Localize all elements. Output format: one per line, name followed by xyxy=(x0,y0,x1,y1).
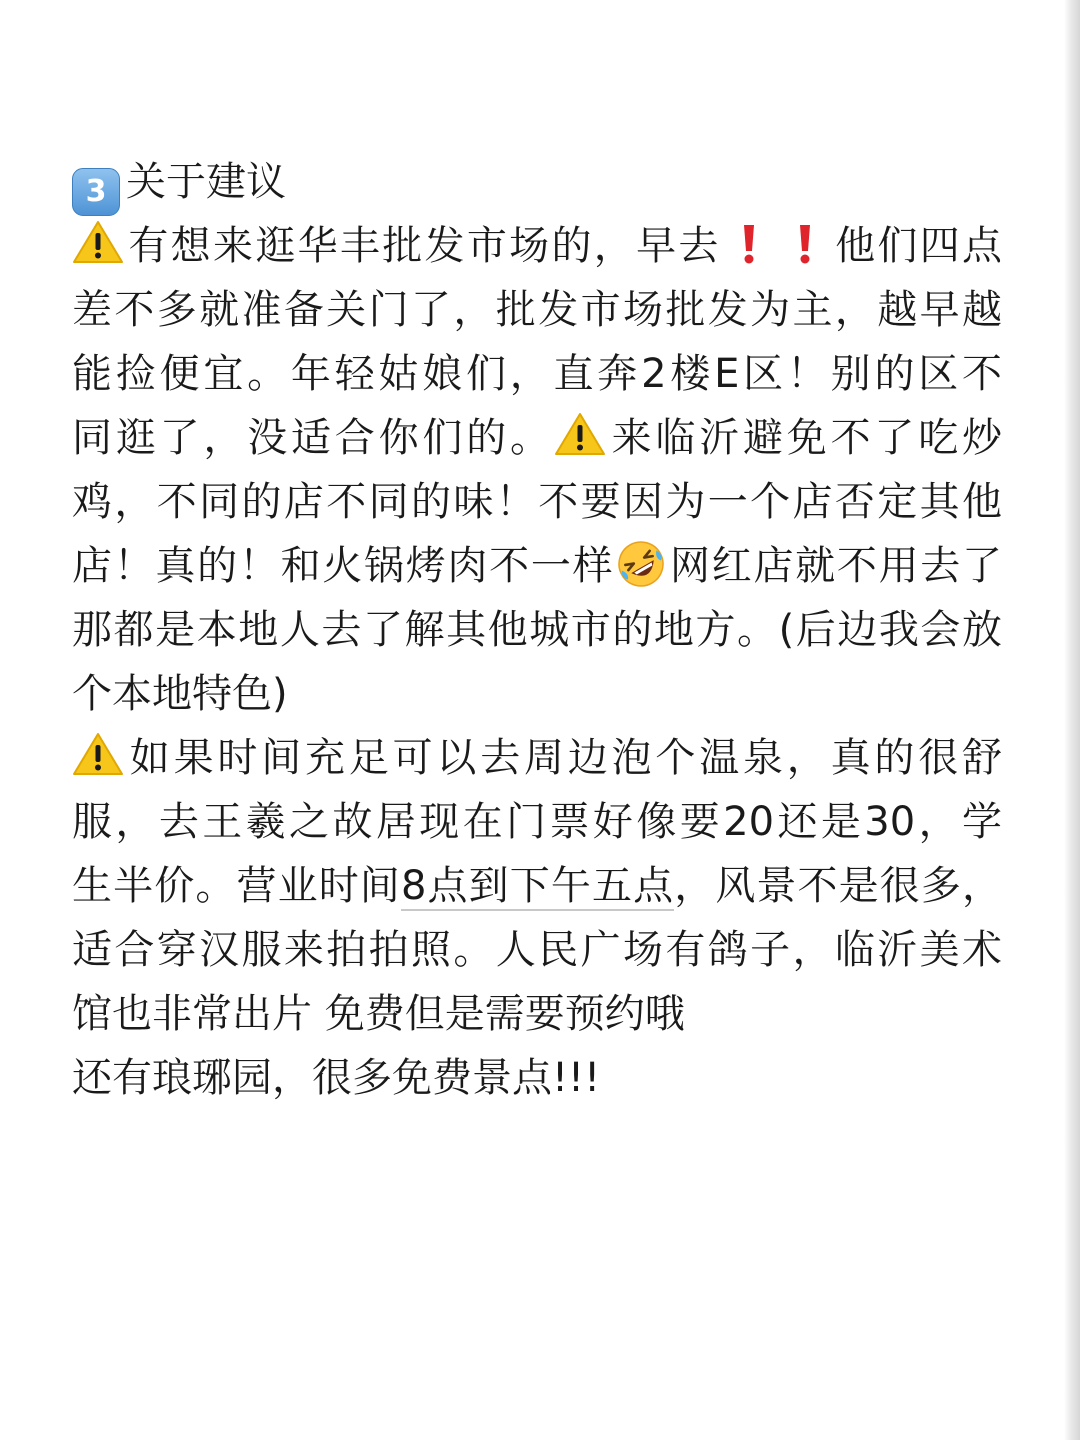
text-segment: 差不多就准备关门了，批发市场批发为主，越早越 xyxy=(72,287,1002,333)
text-line-13 xyxy=(72,982,1002,1046)
text-line-10 xyxy=(72,790,1002,854)
text-line-9 xyxy=(72,726,1002,790)
text-segment: 他们四点 xyxy=(832,223,1003,269)
red-exclamation-icon xyxy=(795,223,815,265)
text-segment: 能捡便宜。年轻姑娘们，直奔2楼E区！别的区不 xyxy=(72,351,1002,397)
text-segment: 适合穿汉服来拍拍照。人民广场有鸽子，临沂美术 xyxy=(72,927,1002,973)
rolling-on-floor-laughing-icon xyxy=(616,539,666,589)
keycap-3-icon: 3 xyxy=(72,168,120,216)
text-segment: 如果时间充足可以去周边泡个温泉，真的很舒 xyxy=(126,735,1002,781)
text-line-3 xyxy=(72,342,1002,406)
text-segment: 鸡，不同的店不同的味！不要因为一个店否定其他 xyxy=(72,479,1002,525)
text-line-8 xyxy=(72,662,1002,726)
text-line-12 xyxy=(72,918,1002,982)
text-line-5 xyxy=(72,470,1002,534)
text-segment: 生半价。营业时间 xyxy=(72,863,401,909)
text-segment: 有想来逛华丰批发市场的，早去 xyxy=(126,223,721,269)
text-line-4 xyxy=(72,406,1002,470)
text-line-2 xyxy=(72,278,1002,342)
text-segment: 那都是本地人去了解其他城市的地方。(后边我会放 xyxy=(72,607,1002,653)
note-body xyxy=(72,150,1002,1110)
text-line-11 xyxy=(72,854,1002,918)
text-segment: 个本地特色) xyxy=(72,671,288,717)
text-line-1 xyxy=(72,214,1002,278)
warning-icon xyxy=(72,731,124,777)
warning-icon xyxy=(72,219,124,265)
text-line-14 xyxy=(72,1046,1002,1110)
text-line-6 xyxy=(72,534,1002,598)
business-hours: 8点到下午五点 xyxy=(400,863,675,909)
text-segment: 馆也非常出片 免费但是需要预约哦 xyxy=(72,991,685,1037)
text-line-7 xyxy=(72,598,1002,662)
text-segment: 网红店就不用去了 xyxy=(668,543,1003,589)
text-segment: 店！真的！和火锅烤肉不一样 xyxy=(72,543,615,589)
section-title: 关于建议 xyxy=(126,159,286,205)
warning-icon xyxy=(554,411,606,457)
text-segment: 还有琅琊园，很多免费景点!!! xyxy=(72,1055,601,1101)
text-segment: 同逛了，没适合你们的。 xyxy=(72,415,554,461)
page-edge-shadow xyxy=(1064,0,1080,1440)
text-segment: ，风景不是很多， xyxy=(674,863,1003,909)
red-exclamation-icon xyxy=(739,223,759,265)
section-heading xyxy=(72,150,1002,214)
text-segment: 来临沂避免不了吃炒 xyxy=(607,415,1003,461)
text-segment: 服，去王羲之故居现在门票好像要20还是30，学 xyxy=(72,799,1002,845)
